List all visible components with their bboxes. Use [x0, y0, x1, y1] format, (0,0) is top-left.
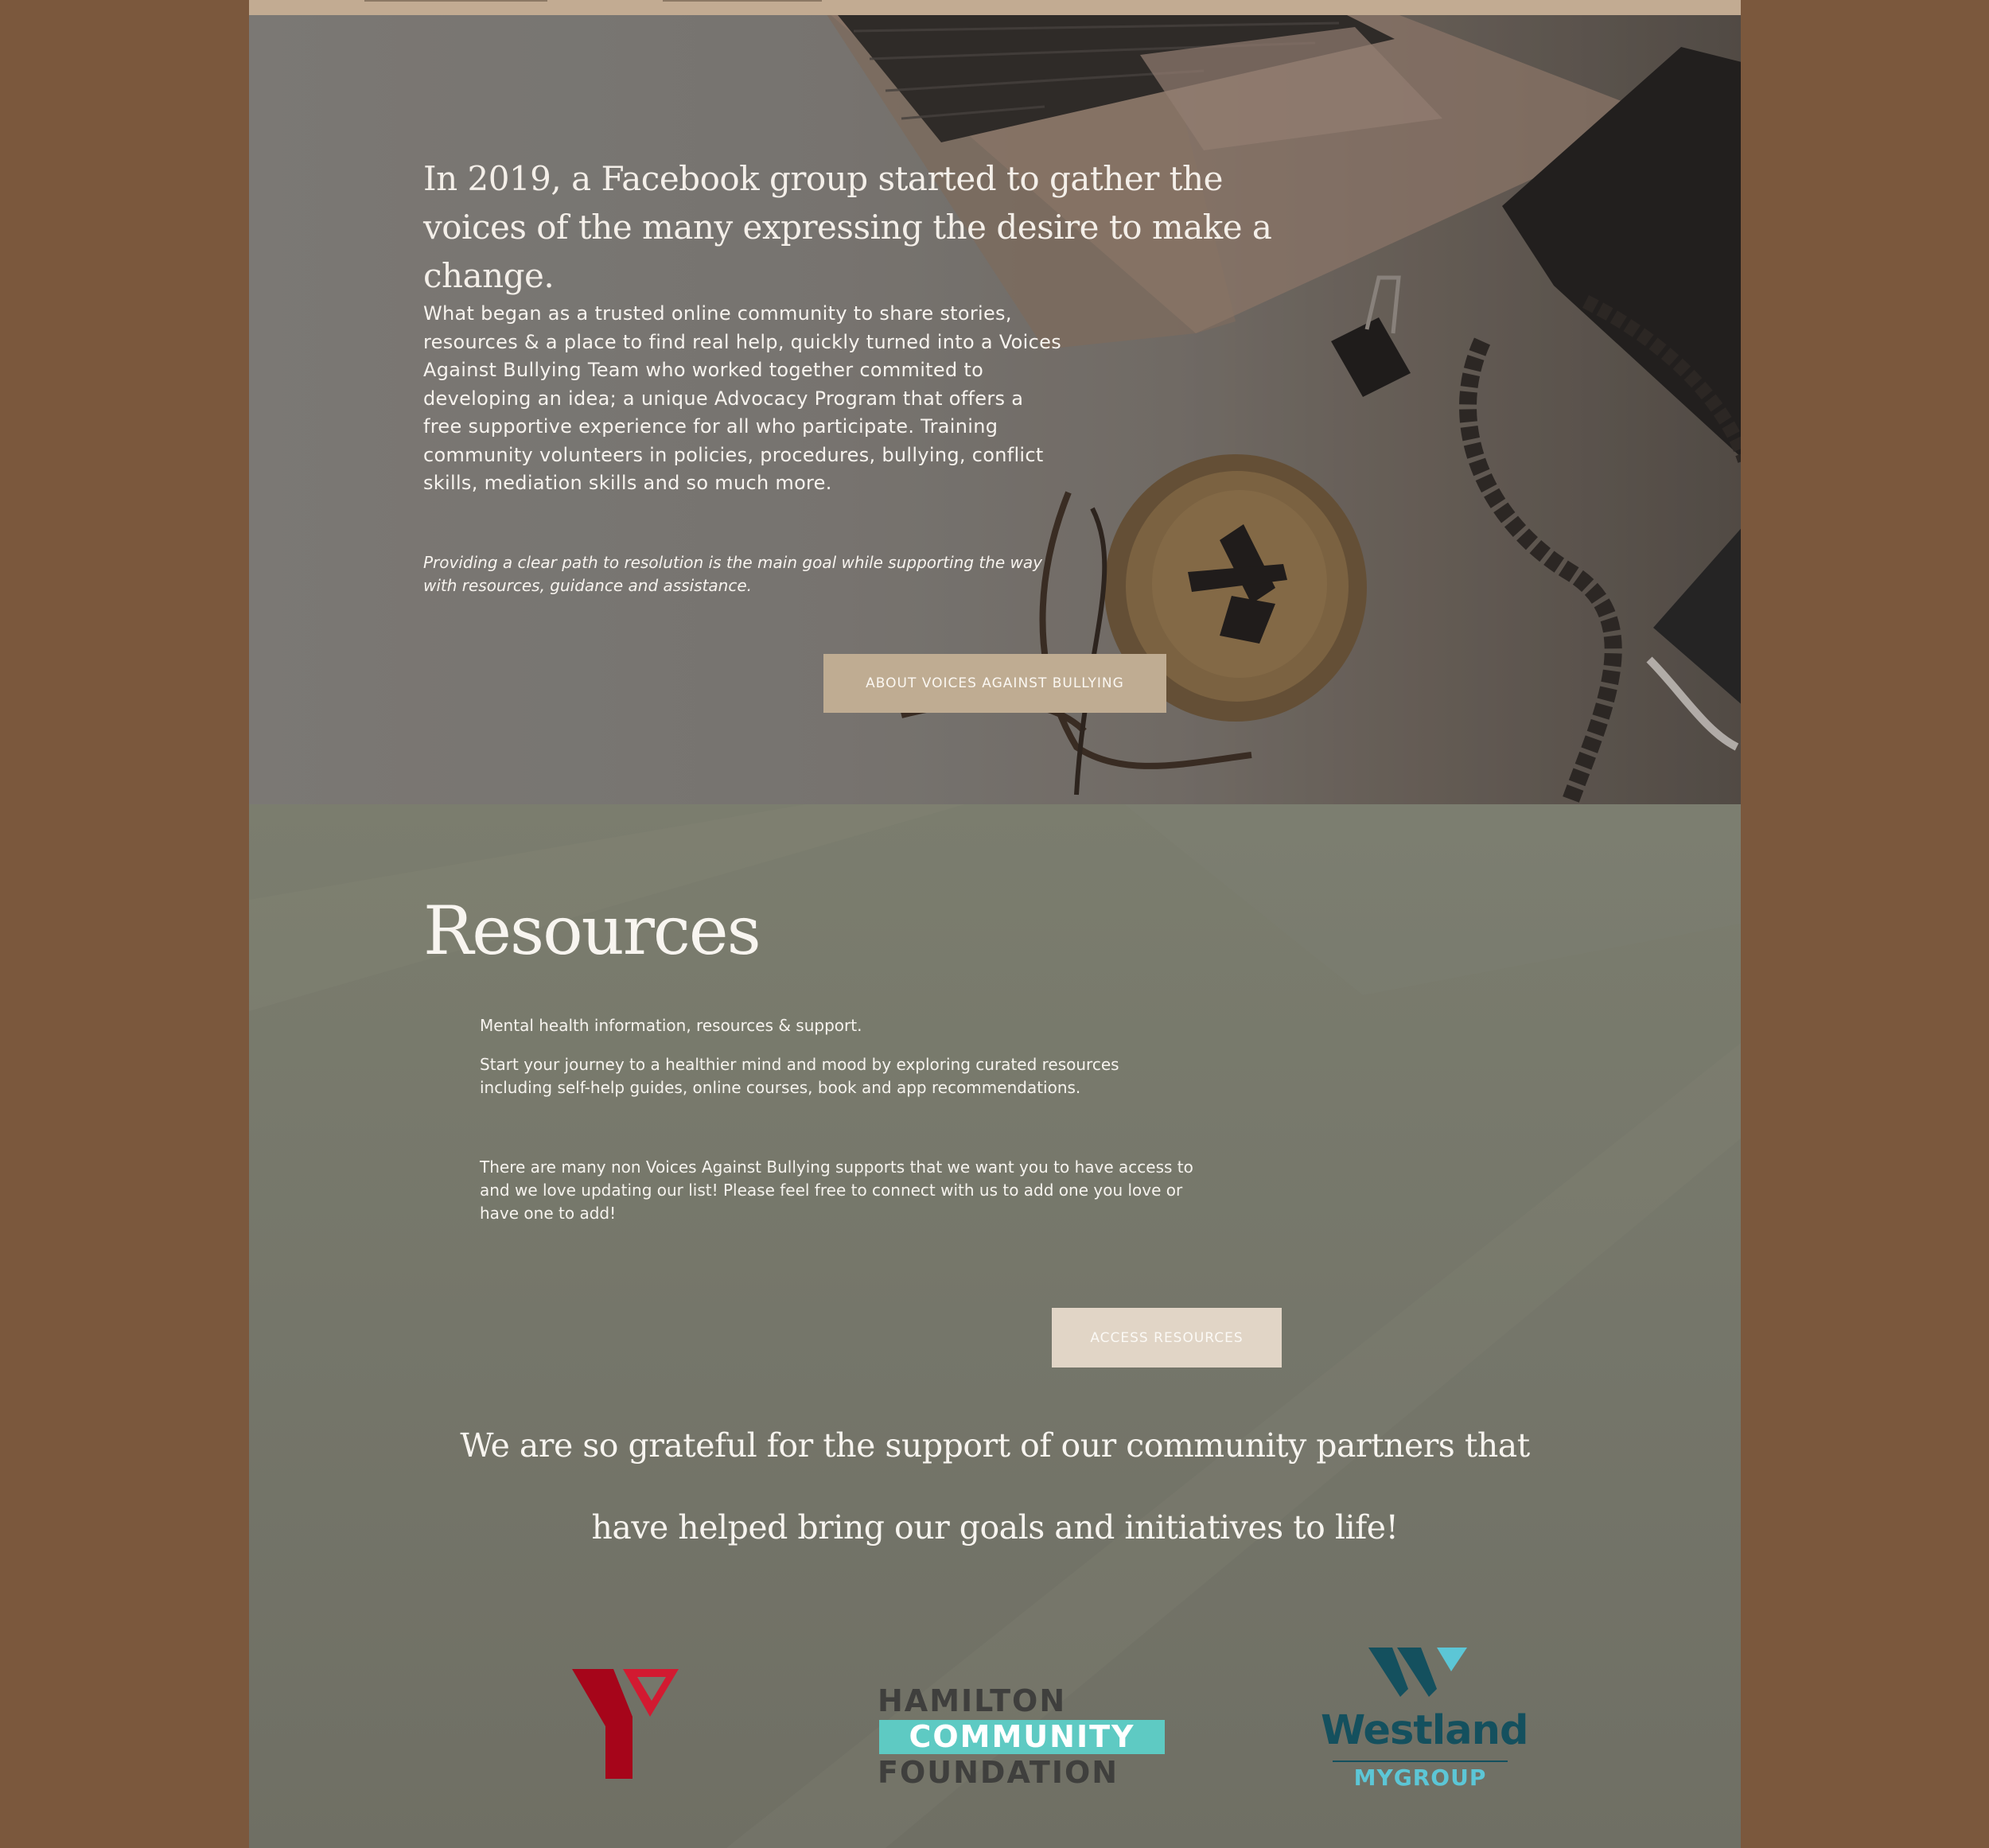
hero-heading: In 2019, a Facebook group started to gather the voices of the many expressing the desire to make a change. — [423, 159, 1272, 295]
resources-supports-text: There are many non Voices Against Bullying supports that we want you to have access to and we love updating our list! Please feel free to connect with us to add one you love or have one to add! — [480, 1157, 1193, 1223]
access-resources-button[interactable]: ACCESS RESOURCES — [1052, 1308, 1282, 1368]
hero-quote: Providing a clear path to resolution is the main goal while supporting the way with resources, guidance and assistance. — [423, 553, 1042, 595]
about-voices-against-bullying-button[interactable]: ABOUT VOICES AGAINST BULLYING — [823, 654, 1166, 713]
westland-wordmark: Westland — [1321, 1707, 1528, 1754]
hcf-line-foundation: FOUNDATION — [878, 1755, 1119, 1790]
westland-subtitle: MYGROUP — [1353, 1764, 1487, 1791]
hamilton-community-foundation-logo[interactable] — [878, 1685, 1172, 1796]
nav-underline — [663, 0, 822, 2]
hcf-line-community: COMMUNITY — [879, 1720, 1165, 1754]
resources-journey-text: Start your journey to a healthier mind and mood by exploring curated resources including self-help guides, online courses, book and app recommendations. — [480, 1055, 1119, 1097]
resources-title: Resources — [423, 892, 760, 970]
hero-section — [249, 15, 1741, 804]
hero-body-text: What began as a trusted online community to share stories, resources & a place to find real help, quickly turned into a Voices Against Bullying Team who worked together commited to developing an idea; a unique Advocacy Program that offers a free supportive experience for all who participate. Training community volunteers in policies, procedures, bullying, conflict skills, mediation skills and so much more. — [423, 302, 1061, 494]
westland-mygroup-logo[interactable] — [1321, 1628, 1528, 1795]
top-nav-bar — [249, 0, 1741, 15]
page-content — [249, 0, 1741, 1848]
westland-w-icon — [1368, 1640, 1472, 1703]
nav-underline — [364, 0, 547, 2]
resources-section — [249, 804, 1741, 1848]
hcf-line-hamilton: HAMILTON — [878, 1683, 1067, 1718]
resources-intro: Mental health information, resources & support. — [480, 1016, 862, 1035]
partners-heading: We are so grateful for the support of our community partners that have helped bring our goals and initiatives to life! — [460, 1426, 1530, 1546]
ymca-y-icon[interactable] — [567, 1661, 687, 1788]
westland-divider — [1333, 1760, 1508, 1762]
